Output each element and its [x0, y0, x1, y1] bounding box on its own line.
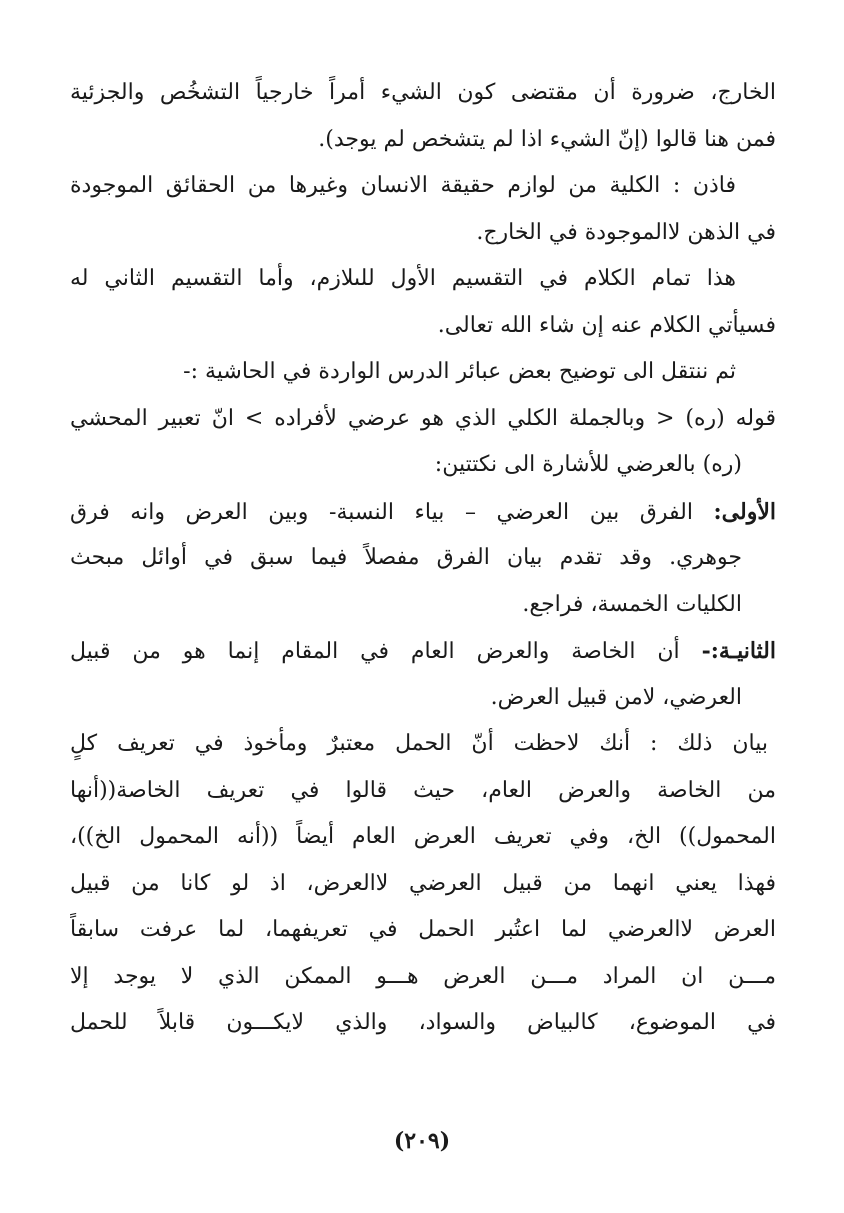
text-line: فسيأتي الكلام عنه إن شاء الله تعالى. — [437, 312, 776, 338]
text-line: المحمول)) الخ، وفي تعريف العرض العام أيضاً ((أنه المحمول الخ))، — [70, 824, 776, 849]
text-line: الكليات الخمسة، فراجع. — [522, 591, 742, 617]
text-line: بيان ذلك : أنك لاحظت أنّ الحمل معتبرٌ ومأخوذ في تعريف كلٍ — [70, 731, 768, 756]
page-number: (٢٠٩) — [393, 1128, 451, 1154]
text-line — [70, 489, 776, 536]
text-line: (ره) بالعرضي للأشارة الى نكتتين: — [434, 452, 742, 477]
text-line: العرض لاالعرضي لما اعتُبر الحمل في تعريفهما، لما عرفت سابقاً — [70, 917, 776, 942]
text-line: العرضي، لامن قبيل العرض. — [490, 684, 742, 710]
text-line: فهذا يعني انهما من قبيل العرضي لاالعرض، اذ لو كانا من قبيل — [70, 870, 776, 896]
text-line: ثم ننتقل الى توضيح بعض عبائر الدرس الواردة في الحاشية :- — [183, 359, 736, 384]
page-body — [70, 70, 776, 1047]
text-line — [70, 628, 776, 675]
text-line: مـــن ان المراد مـــن العرض هـــو الممكن الذي لا يوجد إلا — [70, 963, 776, 989]
text-line: في الموضوع، كالبياض والسواد، والذي لايكـــون قابلاً للحمل — [70, 1010, 776, 1035]
point-label-first: الأولى: — [713, 498, 776, 525]
text-line: من الخاصة والعرض العام، حيث قالوا في تعريف الخاصة((أنها — [70, 777, 776, 803]
text-line: جوهري. وقد تقدم بيان الفرق مفصلاً فيما سبق في أوائل مبحث — [70, 545, 742, 570]
text-line: فمن هنا قالوا (إنّ الشيء اذا لم يتشخص لم يوجد). — [318, 126, 776, 152]
text-line: الخارج، ضرورة أن مقتضى كون الشيء أمراً خارجياً التشخُص والجزئية — [70, 80, 776, 105]
text-line: فاذن : الكلية من لوازم حقيقة الانسان وغيرها من الحقائق الموجودة — [70, 173, 736, 198]
text-line: في الذهن لاالموجودة في الخارج. — [476, 219, 776, 245]
point-text: الفرق بين العرضي – بياء النسبة- وبين العرض وانه فرق — [70, 499, 693, 525]
point-label-second: الثانيـة:- — [701, 638, 776, 664]
text-line: هذا تمام الكلام في التقسيم الأول للىلازم، وأما التقسيم الثاني له — [70, 266, 736, 291]
text-line: قوله (ره) < وبالجملة الكلي الذي هو عرضي لأفراده > انّ تعبير المحشي — [70, 405, 776, 431]
point-text: أن الخاصة والعرض العام في المقام إنما هو من قبيل — [70, 639, 680, 664]
